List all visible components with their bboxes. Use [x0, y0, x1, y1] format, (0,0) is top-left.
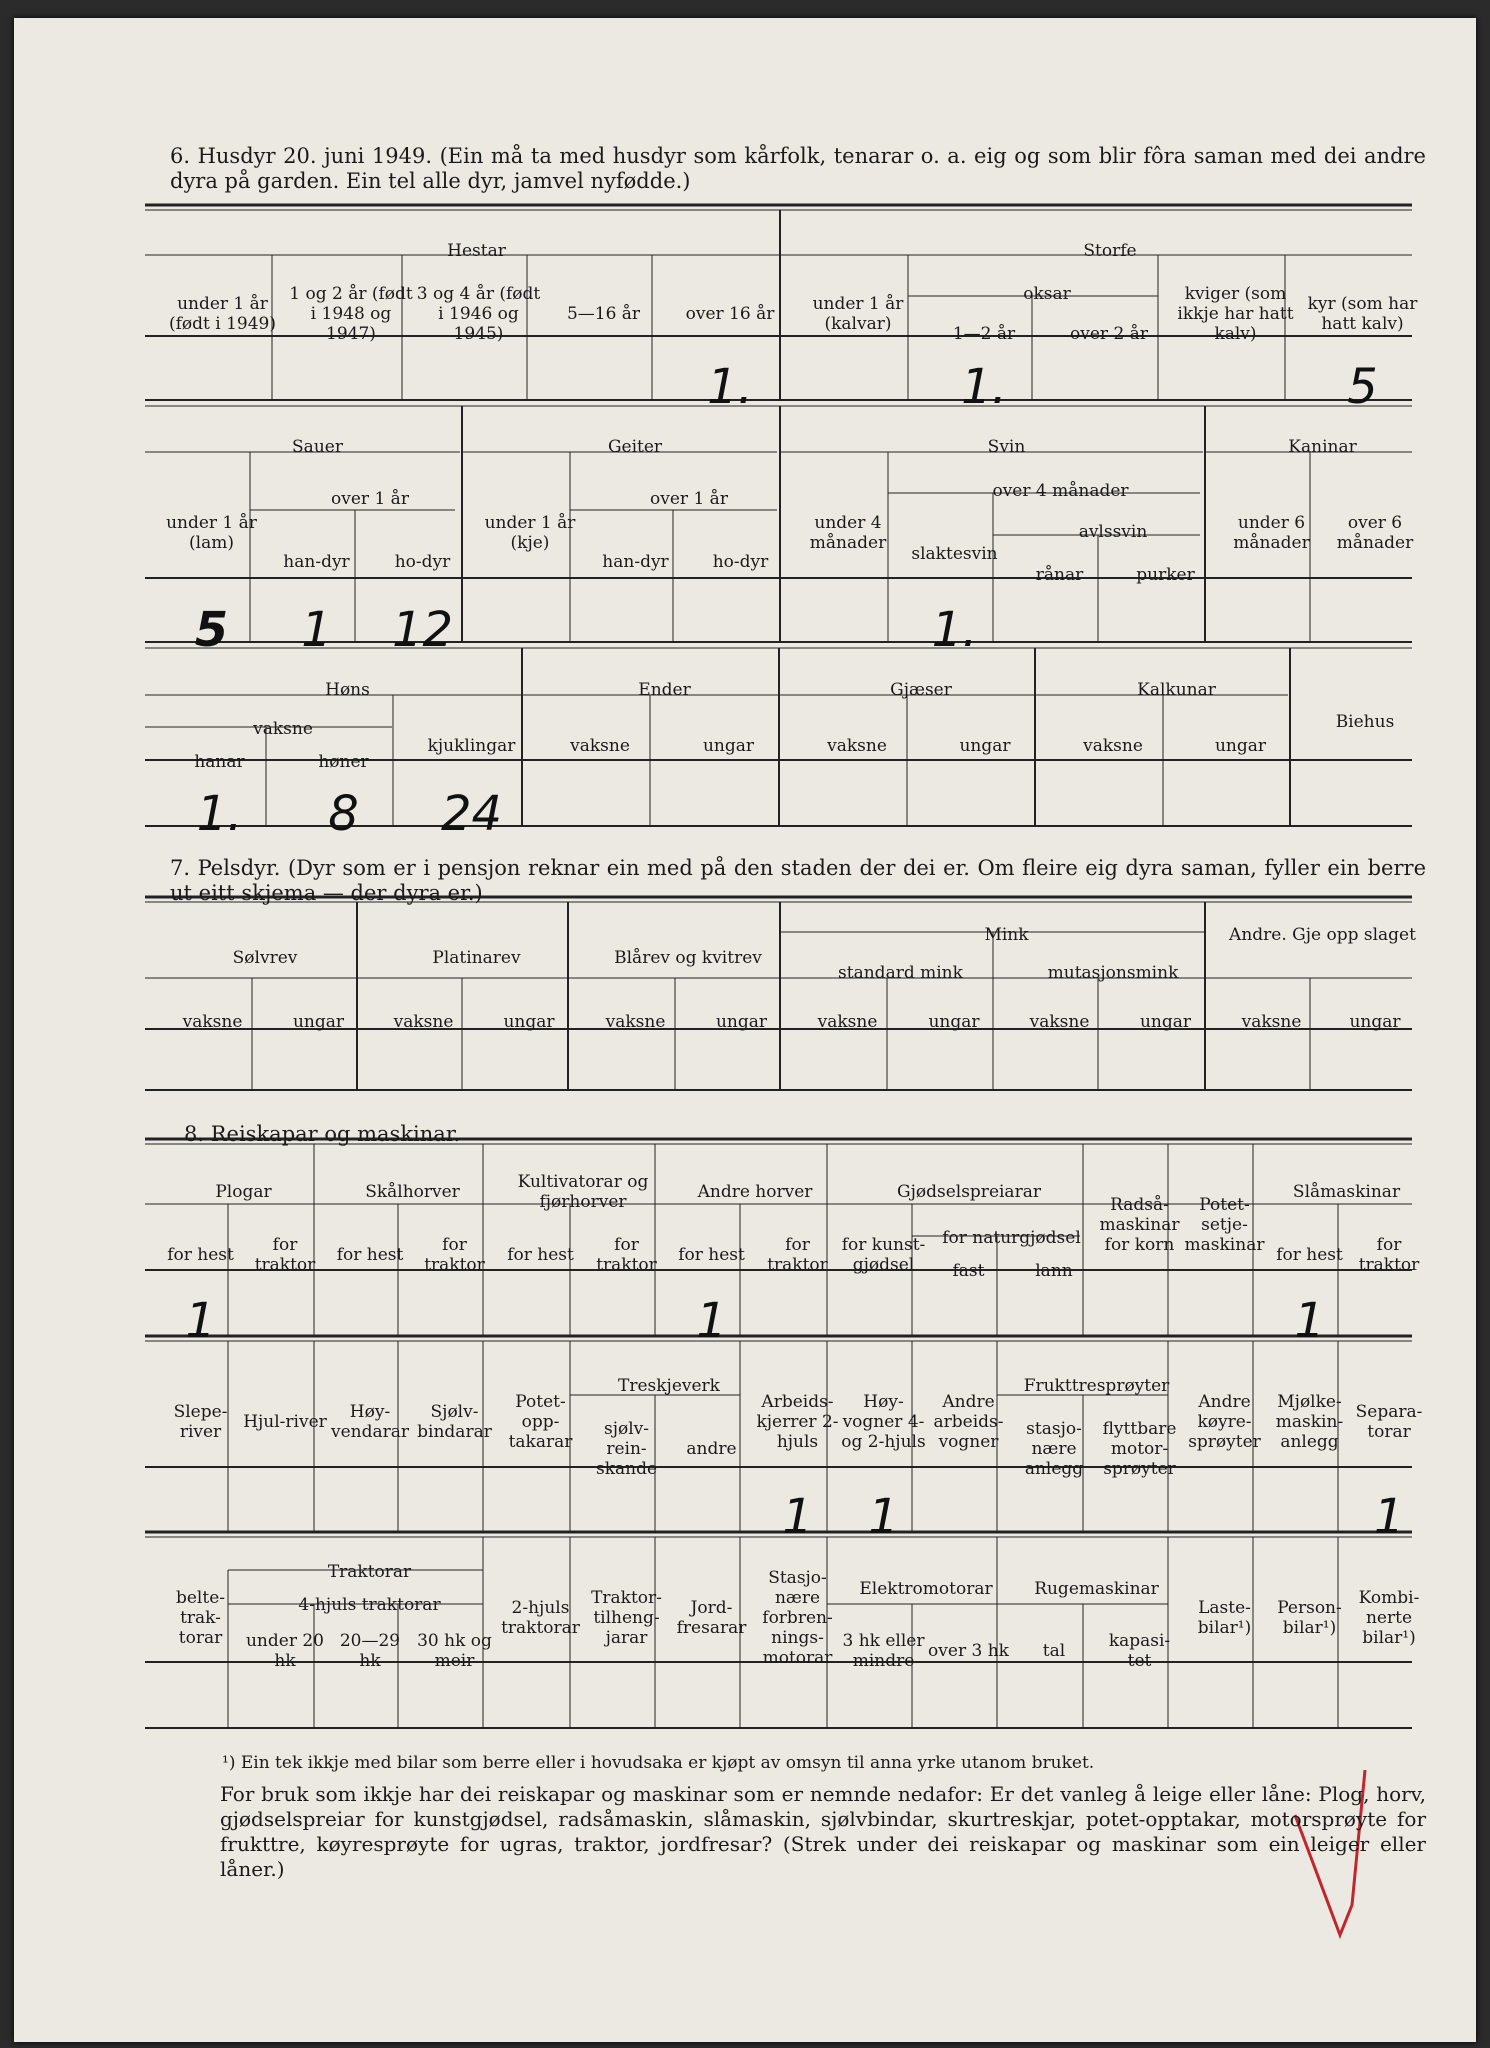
arbeidskjerrer: Arbeids-kjerrer 2-hjuls — [756, 1392, 839, 1452]
andre-horver-hest: for hest — [678, 1245, 745, 1265]
sauer-hodyr: ho-dyr — [394, 552, 451, 572]
radsamaskinar: Radså-maskinar for korn — [1099, 1195, 1180, 1255]
storfe-title: Storfe — [1083, 240, 1137, 261]
storfe-oksar-over2: over 2 år — [1070, 324, 1148, 344]
sauer-value-hodyr: 12 — [391, 602, 454, 658]
ender-vaksne: vaksne — [570, 735, 630, 756]
frukt-flyttbare: flyttbare motor-sprøyter — [1102, 1419, 1177, 1479]
pels-ungar-5: ungar — [1139, 1011, 1192, 1032]
value-slamaskinar-hest: 1 — [1294, 1293, 1325, 1349]
svin-ranar: rånar — [1035, 564, 1084, 585]
potetopptakarar: Potet-opp-takarar — [508, 1392, 573, 1452]
frukt-stasjonaere: stasjo-nære anlegg — [1024, 1419, 1084, 1479]
pels-solvrev: Sølvrev — [232, 948, 298, 968]
section-6-text: 6. Husdyr 20. juni 1949. (Ein må ta med husdyr som kårfolk, tenarar o. a. eig og som blir fôra saman med dei andre dyra på garden. Ein tel alle dyr, jamvel nyfødde.) — [170, 144, 1426, 193]
hons-hanar: hanar — [194, 751, 245, 772]
treskjeverk: Treskjeverk — [618, 1376, 720, 1396]
pels-platinarev: Platinarev — [432, 948, 521, 968]
hjulriver: Hjul-river — [243, 1412, 327, 1432]
stasjonaere-motorar: Stasjo-nære forbren-nings-motorar — [762, 1567, 833, 1668]
andre-koyresproyter: Andre køyre-sprøyter — [1188, 1392, 1261, 1452]
storfe-value-oksar12: 1. — [961, 359, 1007, 415]
pels-standard: standard mink — [838, 963, 963, 983]
pels-vaksne-2: vaksne — [393, 1011, 454, 1032]
hons-value-kjuklingar: 24 — [440, 786, 503, 842]
storfe-oksar: oksar — [1023, 283, 1071, 304]
andre-horver-traktor: for traktor — [767, 1235, 828, 1275]
kombinerte-bilar: Kombi-nerte bilar¹) — [1358, 1587, 1420, 1648]
svin-over4: over 4 månader — [992, 480, 1129, 501]
ruge-kapasitet: kapasi-tet — [1108, 1631, 1171, 1671]
traktor-under20: under 20 hk — [245, 1631, 324, 1671]
storfe-kyr: kyr (som har hatt kalv) — [1307, 293, 1418, 334]
potetsetjemaskinar: Potet-setje-maskinar — [1184, 1195, 1265, 1255]
ender-title: Ender — [638, 679, 691, 700]
hons-title: Høns — [325, 679, 370, 700]
slamaskinar-traktor: for traktor — [1358, 1235, 1420, 1275]
biehus: Biehus — [1335, 712, 1395, 732]
treskjeverk-andre: andre — [686, 1439, 737, 1459]
footnote: ¹) Ein tek ikkje med bilar som berre eller i hovudsaka er kjøpt av omsyn til anna yrke utanom bruket. — [222, 1753, 1095, 1773]
gjaeser-vaksne: vaksne — [827, 735, 887, 756]
hestar-col-2: 3 og 4 år (født i 1946 og 1945) — [416, 283, 541, 344]
hestar-title: Hestar — [447, 240, 506, 261]
form-page — [14, 18, 1476, 2042]
storfe-oksar-1-2: 1—2 år — [952, 324, 1016, 344]
gjodsel-natur: for naturgjødsel — [942, 1228, 1081, 1248]
value-arbeidskjerrer: 1 — [782, 1489, 813, 1545]
personbilar: Person-bilar¹) — [1277, 1597, 1342, 1638]
geiter-kje: under 1 år (kje) — [484, 513, 576, 553]
kultivatorar-traktor: for traktor — [596, 1235, 657, 1275]
elektromotorar: Elektromotorar — [859, 1578, 993, 1599]
pels-blarev: Blårev og kvitrev — [614, 948, 762, 968]
kaninar-over6: over 6 månader — [1336, 513, 1414, 553]
sauer-value-lam: 5 — [194, 602, 229, 658]
kultivatorar: Kultivatorar og fjørhorver — [517, 1172, 649, 1212]
kaninar-under6: under 6 månader — [1233, 513, 1310, 553]
sleperiver: Slepe-river — [173, 1402, 228, 1442]
gjaeser-title: Gjæser — [890, 679, 952, 700]
gjodselspreiarar: Gjødselspreiarar — [897, 1182, 1041, 1202]
hestar-value-over16: 1. — [707, 359, 753, 415]
plogar-traktor: for traktor — [254, 1235, 316, 1275]
gjodsel-kunst: for kunst-gjødsel — [841, 1235, 926, 1275]
section-7-text: 7. Pelsdyr. (Dyr som er i pensjon reknar ein med på den staden der dei er. Om fleire eig dyra saman, fyller ein berre ut eitt skjema — der dyra er.) — [170, 856, 1426, 905]
elektro-over3: over 3 hk — [928, 1641, 1009, 1661]
svin-avlssvin: avlssvin — [1078, 522, 1148, 542]
separatorar: Separa-torar — [1355, 1402, 1423, 1442]
geiter-title: Geiter — [607, 437, 663, 457]
storfe-value-kyr: 5 — [1347, 359, 1378, 415]
pels-andre: Andre. Gje opp slaget — [1229, 925, 1416, 945]
hestar-col-1: 1 og 2 år (født i 1948 og 1947) — [289, 283, 413, 344]
hoyvogner: Høy-vogner 4- og 2-hjuls — [841, 1392, 926, 1452]
gjaeser-ungar: ungar — [959, 735, 1011, 756]
storfe-kviger: kviger (som ikkje har hatt kalv) — [1177, 283, 1294, 344]
hoyvendarar: Høy-vendarar — [330, 1402, 410, 1442]
plogar-hest: for hest — [167, 1245, 234, 1265]
value-plogar-hest: 1 — [185, 1293, 216, 1349]
traktorar: Traktorar — [327, 1561, 412, 1582]
geiter-over: over 1 år — [650, 489, 728, 509]
svin-under4: under 4 månader — [809, 513, 887, 553]
geiter-handyr: han-dyr — [602, 552, 669, 572]
kalkunar-title: Kalkunar — [1137, 679, 1216, 700]
pels-ungar-6: ungar — [1349, 1011, 1401, 1032]
plogar: Plogar — [215, 1182, 272, 1202]
skalhorver: Skålhorver — [365, 1182, 460, 1202]
value-separatorar: 1 — [1373, 1489, 1405, 1545]
section-8-heading: 8. Reiskapar og maskinar. — [184, 1122, 461, 1146]
skalhorver-traktor: for traktor — [424, 1235, 485, 1275]
andre-arbeidsvogner: Andre arbeids-vogner — [933, 1392, 1004, 1452]
rugemaskinar: Rugemaskinar — [1034, 1578, 1159, 1599]
kaninar-title: Kaninar — [1288, 437, 1357, 457]
pels-ungar-1: ungar — [292, 1011, 345, 1032]
value-hoyvogner: 1 — [868, 1489, 899, 1545]
geiter-hodyr: ho-dyr — [712, 552, 769, 572]
beltetraktorar: belte-trak-torar — [175, 1587, 226, 1648]
hestar-col-4: over 16 år — [685, 303, 775, 324]
sauer-lam: under 1 år (lam) — [166, 513, 257, 553]
firehjuls-traktorar: 4-hjuls traktorar — [298, 1595, 441, 1615]
hestar-col-0: under 1 år (født i 1949) — [168, 293, 276, 334]
gjodsel-fast: fast — [952, 1261, 985, 1281]
sauer-over: over 1 år — [331, 489, 409, 509]
svin-slaktesvin: slaktesvin — [911, 543, 998, 564]
hons-vaksne: vaksne — [253, 719, 313, 739]
pels-ungar-4: ungar — [928, 1011, 980, 1032]
traktor-20-29: 20—29 hk — [339, 1631, 401, 1671]
pels-vaksne-1: vaksne — [182, 1011, 243, 1032]
treskjeverk-sjolvrein: sjølv-rein-skande — [595, 1419, 658, 1479]
slamaskinar: Slåmaskinar — [1292, 1182, 1401, 1202]
hons-value-honer: 8 — [328, 786, 359, 842]
pels-mink: Mink — [984, 925, 1029, 945]
traktortilhengjarar: Traktor-tilheng-jarar — [591, 1587, 662, 1648]
kultivatorar-hest: for hest — [507, 1245, 574, 1265]
hons-honer: høner — [318, 751, 369, 772]
gjodsel-lann: lann — [1035, 1261, 1073, 1281]
pels-ungar-2: ungar — [503, 1011, 555, 1032]
pels-ungar-3: ungar — [715, 1011, 768, 1032]
sauer-title: Sauer — [292, 437, 343, 457]
pels-mutasjon: mutasjonsmink — [1047, 963, 1179, 983]
sauer-handyr: han-dyr — [283, 552, 350, 572]
lastebilar: Laste-bilar¹) — [1197, 1597, 1252, 1638]
sauer-value-handyr: 1 — [301, 602, 332, 658]
pels-vaksne-3: vaksne — [605, 1011, 666, 1032]
hons-value-hanar: 1. — [196, 786, 243, 842]
lease-note: For bruk som ikkje har dei reiskapar og maskinar som er nemnde nedafor: Er det vanleg å leige eller låne: Plog, horv, gjødselspreiar for kunstgjødsel, radsåmaskin, slåmaskin, sjølvbindar, skurtreskjar, potet-opptakar, motorsprøyte for frukttre, køyresprøyte for ugras, traktor, jordfresar? (Strek under dei reiskapar og maskinar som ein leiger eller låner.) — [220, 1782, 1426, 1881]
hons-kjuklingar: kjuklingar — [427, 735, 516, 756]
svin-purker: purker — [1136, 564, 1195, 585]
pels-vaksne-5: vaksne — [1029, 1011, 1090, 1032]
ruge-tal: tal — [1042, 1641, 1066, 1661]
hestar-col-3: 5—16 år — [566, 303, 641, 324]
frukttresproyter: Frukttresprøyter — [1023, 1376, 1170, 1396]
svin-value-slaktesvin: 1. — [931, 602, 978, 658]
value-andre-horver-hest: 1 — [696, 1293, 727, 1349]
traktor-30: 30 hk og meir — [417, 1631, 492, 1671]
sjolvbindarar: Sjølv-bindarar — [417, 1402, 492, 1442]
svin-title: Svin — [987, 437, 1026, 457]
andre-horver: Andre horver — [697, 1182, 813, 1202]
kalkunar-vaksne: vaksne — [1083, 735, 1143, 756]
storfe-kalvar: under 1 år (kalvar) — [812, 293, 904, 334]
tohjuls-traktorar: 2-hjuls traktorar — [501, 1597, 580, 1638]
jordfresarar: Jord-fresarar — [676, 1597, 747, 1638]
ender-ungar: ungar — [702, 735, 755, 756]
pels-vaksne-6: vaksne — [1241, 1011, 1302, 1032]
pels-vaksne-4: vaksne — [817, 1011, 878, 1032]
slamaskinar-hest: for hest — [1276, 1245, 1343, 1265]
elektro-3hk: 3 hk eller mindre — [842, 1631, 925, 1671]
kalkunar-ungar: ungar — [1214, 735, 1267, 756]
mjolkemaskinanlegg: Mjølke-maskin-anlegg — [1275, 1392, 1344, 1452]
skalhorver-hest: for hest — [336, 1245, 404, 1265]
